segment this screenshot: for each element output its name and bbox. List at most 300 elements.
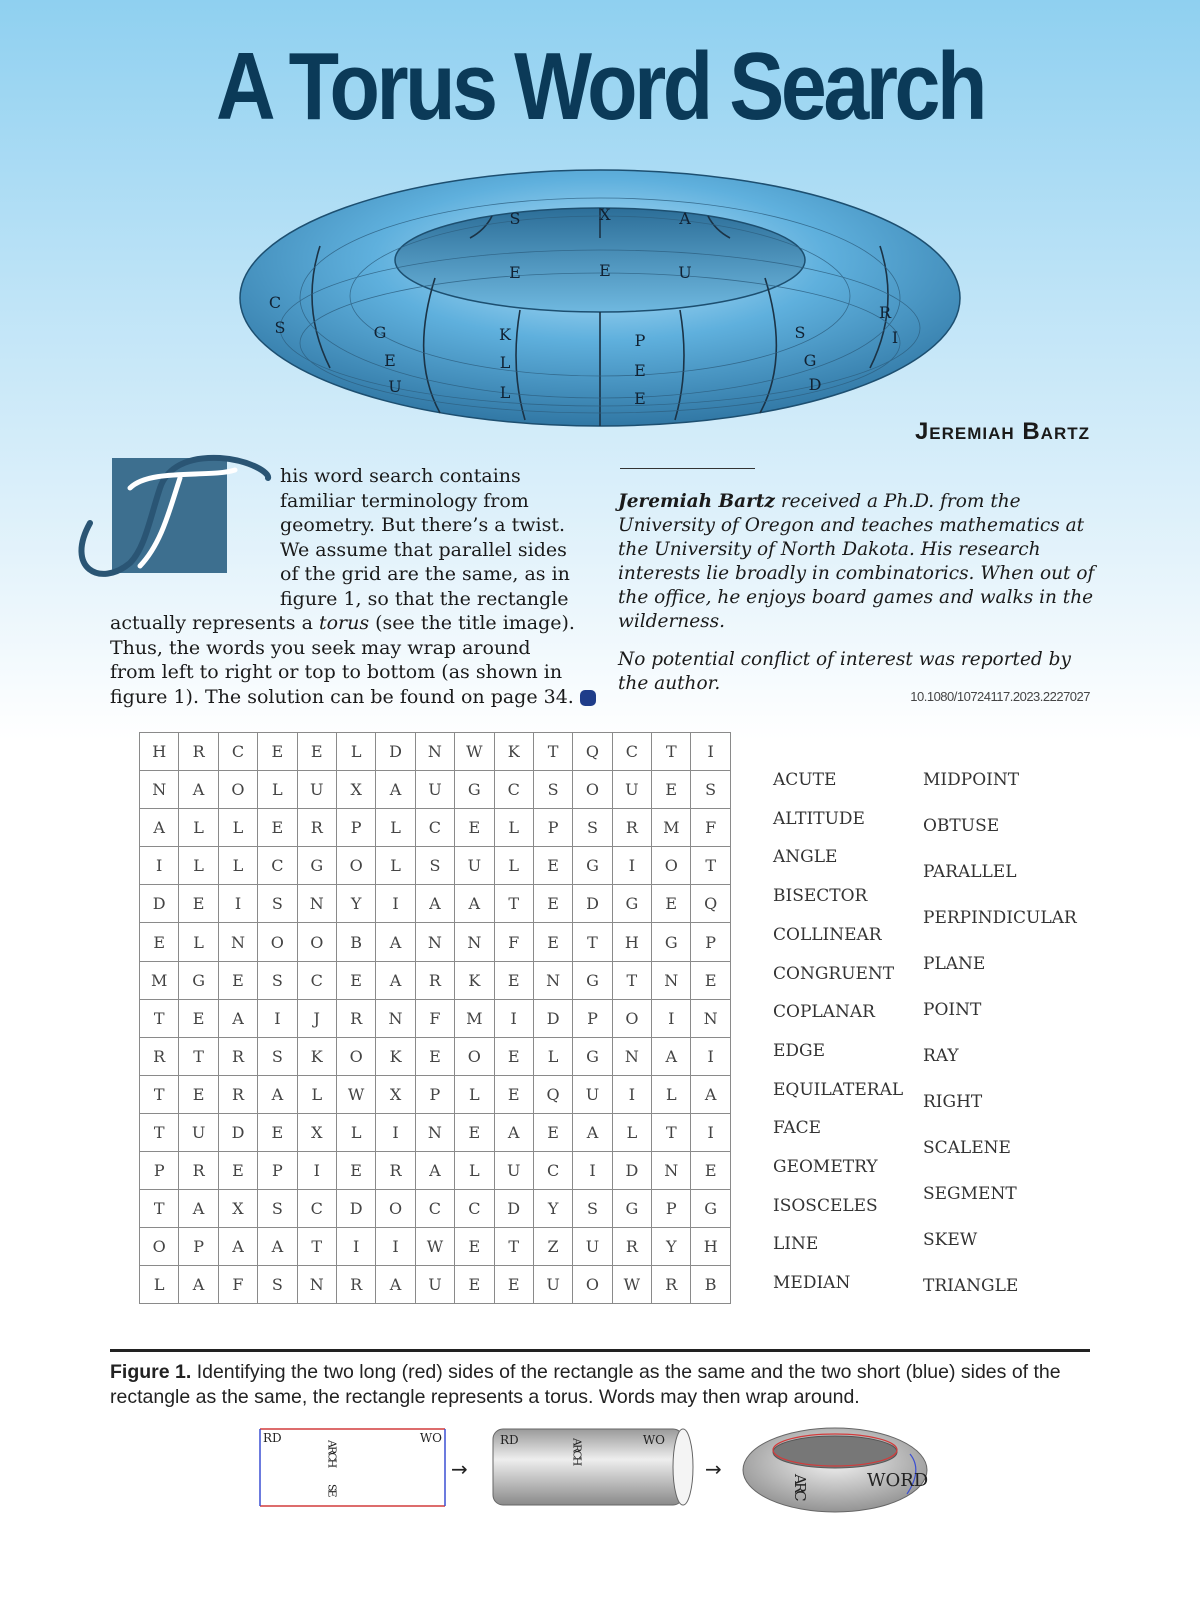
grid-cell: M xyxy=(652,809,691,847)
word-list-item: ISOSCELES xyxy=(773,1195,878,1216)
grid-cell: I xyxy=(218,885,257,923)
rect-right-text: WO xyxy=(419,1431,442,1445)
author-bio xyxy=(618,490,1098,710)
intro-paragraph xyxy=(110,464,580,709)
grid-cell: R xyxy=(612,809,651,847)
intro-line: his word search contains xyxy=(280,465,521,487)
grid-cell: S xyxy=(573,1190,612,1228)
grid-cell: P xyxy=(652,1190,691,1228)
grid-cell: A xyxy=(573,1113,612,1151)
svg-text:K: K xyxy=(499,325,511,344)
grid-cell: A xyxy=(415,1152,454,1190)
word-list-item: EQUILATERAL xyxy=(773,1079,904,1100)
grid-cell: E xyxy=(179,999,218,1037)
author-name: Jeremiah Bartz xyxy=(914,418,1090,445)
word-list-item: TRIANGLE xyxy=(923,1276,1019,1296)
svg-text:U: U xyxy=(678,263,692,282)
grid-cell: C xyxy=(415,809,454,847)
grid-cell: N xyxy=(415,733,454,771)
grid-cell: A xyxy=(376,771,415,809)
grid-cell: X xyxy=(376,1075,415,1113)
grid-cell: T xyxy=(140,999,179,1037)
grid-cell: G xyxy=(573,847,612,885)
grid-row xyxy=(140,1152,731,1190)
grid-cell: L xyxy=(140,1266,179,1304)
grid-cell: U xyxy=(494,1152,533,1190)
svg-text:P: P xyxy=(634,331,646,350)
grid-cell: E xyxy=(494,1266,533,1304)
grid-cell: P xyxy=(179,1228,218,1266)
grid-cell: S xyxy=(258,885,297,923)
end-mark-icon xyxy=(580,690,596,706)
grid-cell: A xyxy=(455,885,494,923)
torus-text-a: ARC xyxy=(791,1474,809,1499)
grid-row xyxy=(140,847,731,885)
grid-cell: E xyxy=(455,1266,494,1304)
grid-cell: A xyxy=(218,999,257,1037)
grid-cell: E xyxy=(140,923,179,961)
grid-cell: S xyxy=(258,961,297,999)
grid-cell: T xyxy=(494,885,533,923)
grid-cell: F xyxy=(218,1266,257,1304)
grid-cell: U xyxy=(533,1266,572,1304)
grid-cell: T xyxy=(573,923,612,961)
grid-row xyxy=(140,1113,731,1151)
grid-cell: G xyxy=(573,961,612,999)
grid-cell: Q xyxy=(533,1075,572,1113)
grid-cell: D xyxy=(494,1190,533,1228)
grid-cell: U xyxy=(415,771,454,809)
svg-text:S: S xyxy=(794,323,806,342)
grid-cell: A xyxy=(376,923,415,961)
grid-cell: T xyxy=(533,733,572,771)
grid-cell: N xyxy=(297,885,336,923)
grid-cell: E xyxy=(179,885,218,923)
grid-cell: E xyxy=(258,1113,297,1151)
grid-cell: N xyxy=(533,961,572,999)
grid-cell: N xyxy=(652,1152,691,1190)
svg-text:S: S xyxy=(509,209,521,228)
grid-cell: L xyxy=(376,809,415,847)
grid-cell: I xyxy=(376,1228,415,1266)
grid-cell: P xyxy=(258,1152,297,1190)
grid-cell: L xyxy=(494,809,533,847)
word-list-item: MIDPOINT xyxy=(923,770,1020,790)
grid-cell: C xyxy=(455,1190,494,1228)
grid-cell: R xyxy=(415,961,454,999)
grid-cell: P xyxy=(336,809,375,847)
grid-cell: L xyxy=(218,847,257,885)
grid-cell: A xyxy=(376,961,415,999)
grid-cell: O xyxy=(455,1037,494,1075)
grid-row xyxy=(140,885,731,923)
grid-cell: R xyxy=(336,1266,375,1304)
grid-cell: O xyxy=(297,923,336,961)
grid-cell: O xyxy=(336,1037,375,1075)
grid-cell: L xyxy=(179,809,218,847)
svg-text:I: I xyxy=(891,328,899,347)
grid-cell: O xyxy=(140,1228,179,1266)
grid-cell: C xyxy=(612,733,651,771)
grid-cell: A xyxy=(258,1228,297,1266)
grid-cell: M xyxy=(455,999,494,1037)
grid-cell: I xyxy=(376,885,415,923)
grid-cell: O xyxy=(612,999,651,1037)
grid-cell: J xyxy=(297,999,336,1037)
grid-cell: E xyxy=(455,809,494,847)
grid-cell: I xyxy=(258,999,297,1037)
intro-line: from left to right or top to bottom (as shown in xyxy=(110,661,563,683)
word-list-item: MEDIAN xyxy=(773,1273,851,1294)
grid-cell: E xyxy=(415,1037,454,1075)
grid-cell: R xyxy=(218,1075,257,1113)
grid-cell: E xyxy=(455,1228,494,1266)
word-list-item: BISECTOR xyxy=(773,886,868,907)
grid-cell: E xyxy=(691,961,730,999)
grid-cell: I xyxy=(297,1152,336,1190)
svg-text:E: E xyxy=(509,263,521,282)
arrow-icon: → xyxy=(451,1457,468,1481)
word-list-item: SEGMENT xyxy=(923,1184,1017,1204)
grid-cell: N xyxy=(691,999,730,1037)
cyl-mid-text: ARCH xyxy=(570,1438,584,1465)
grid-cell: Q xyxy=(691,885,730,923)
word-list-item: ACUTE xyxy=(773,770,837,790)
grid-cell: L xyxy=(652,1075,691,1113)
svg-text:G: G xyxy=(373,323,387,342)
grid-cell: N xyxy=(218,923,257,961)
grid-cell: E xyxy=(179,1075,218,1113)
grid-cell: A xyxy=(140,809,179,847)
grid-cell: O xyxy=(573,771,612,809)
word-list-item: POINT xyxy=(923,1000,982,1020)
svg-text:X: X xyxy=(599,205,611,224)
word-list-item: RIGHT xyxy=(923,1092,983,1112)
intro-line xyxy=(110,685,580,710)
grid-cell: S xyxy=(415,847,454,885)
grid-row xyxy=(140,1228,731,1266)
grid-cell: C xyxy=(415,1190,454,1228)
grid-cell: C xyxy=(494,771,533,809)
grid-cell: E xyxy=(258,733,297,771)
grid-cell: R xyxy=(179,733,218,771)
grid-cell: E xyxy=(533,923,572,961)
grid-cell: T xyxy=(297,1228,336,1266)
grid-cell: K xyxy=(494,733,533,771)
svg-text:L: L xyxy=(499,383,511,402)
grid-cell: P xyxy=(573,999,612,1037)
grid-cell: H xyxy=(140,733,179,771)
grid-cell: L xyxy=(218,809,257,847)
grid-cell: G xyxy=(455,771,494,809)
grid-cell: E xyxy=(218,961,257,999)
word-list-item: PERPINDICULAR xyxy=(923,908,1077,928)
word-list-item: EDGE xyxy=(773,1040,826,1061)
svg-text:E: E xyxy=(599,261,611,280)
grid-cell: N xyxy=(415,1113,454,1151)
word-list-item: SCALENE xyxy=(923,1138,1011,1158)
grid-cell: N xyxy=(612,1037,651,1075)
grid-cell: P xyxy=(533,809,572,847)
grid-cell: L xyxy=(533,1037,572,1075)
cyl-left-text: RD xyxy=(500,1433,519,1447)
grid-cell: E xyxy=(652,885,691,923)
grid-cell: T xyxy=(652,733,691,771)
grid-cell: B xyxy=(691,1266,730,1304)
word-list-item: PARALLEL xyxy=(923,862,1017,882)
grid-cell: E xyxy=(533,1113,572,1151)
word-search-grid xyxy=(139,732,731,1304)
grid-cell: F xyxy=(494,923,533,961)
grid-cell: R xyxy=(336,999,375,1037)
grid-cell: R xyxy=(218,1037,257,1075)
svg-text:G: G xyxy=(803,351,817,370)
grid-cell: L xyxy=(612,1113,651,1151)
grid-cell: D xyxy=(612,1152,651,1190)
grid-row xyxy=(140,961,731,999)
grid-cell: D xyxy=(218,1113,257,1151)
figure-1-diagram xyxy=(255,1424,955,1514)
grid-cell: X xyxy=(336,771,375,809)
grid-cell: U xyxy=(612,771,651,809)
grid-row xyxy=(140,1075,731,1113)
grid-cell: E xyxy=(336,961,375,999)
bio-paragraph xyxy=(618,490,1098,634)
grid-row xyxy=(140,733,731,771)
grid-cell: E xyxy=(494,1075,533,1113)
grid-cell: N xyxy=(376,999,415,1037)
grid-cell: G xyxy=(612,885,651,923)
rect-bottom-text: SE xyxy=(325,1484,339,1496)
grid-cell: U xyxy=(415,1266,454,1304)
grid-cell: U xyxy=(573,1075,612,1113)
article-title: A Torus Word Search xyxy=(215,33,985,140)
grid-cell: Q xyxy=(573,733,612,771)
caption-label: Figure 1. xyxy=(110,1361,192,1383)
grid-cell: G xyxy=(612,1190,651,1228)
grid-cell: E xyxy=(533,847,572,885)
intro-line: We assume that parallel sides xyxy=(280,538,567,561)
grid-cell: U xyxy=(455,847,494,885)
grid-cell: O xyxy=(258,923,297,961)
svg-text:E: E xyxy=(384,351,396,370)
word-list-item: COPLANAR xyxy=(773,1002,875,1023)
svg-text:E: E xyxy=(634,389,646,408)
grid-cell: C xyxy=(297,961,336,999)
grid-cell: I xyxy=(494,999,533,1037)
grid-cell: U xyxy=(573,1228,612,1266)
grid-cell: A xyxy=(258,1075,297,1113)
svg-text:L: L xyxy=(499,353,511,372)
rect-left-text: RD xyxy=(263,1431,282,1445)
grid-cell: D xyxy=(573,885,612,923)
intro-text: actually represents a xyxy=(110,612,319,634)
word-list-item: GEOMETRY xyxy=(773,1157,878,1177)
grid-cell: C xyxy=(297,1190,336,1228)
grid-cell: D xyxy=(336,1190,375,1228)
grid-cell: S xyxy=(258,1266,297,1304)
grid-cell: O xyxy=(652,847,691,885)
grid-cell: Y xyxy=(533,1190,572,1228)
grid-cell: R xyxy=(612,1228,651,1266)
word-list-item: RAY xyxy=(923,1046,959,1066)
grid-row xyxy=(140,1266,731,1304)
grid-cell: C xyxy=(258,847,297,885)
grid-cell: A xyxy=(218,1228,257,1266)
grid-cell: A xyxy=(494,1113,533,1151)
svg-text:U: U xyxy=(388,377,402,396)
grid-cell: A xyxy=(691,1075,730,1113)
grid-cell: S xyxy=(533,771,572,809)
svg-text:R: R xyxy=(878,303,892,322)
grid-cell: F xyxy=(691,809,730,847)
grid-cell: W xyxy=(415,1228,454,1266)
grid-row xyxy=(140,923,731,961)
grid-cell: O xyxy=(218,771,257,809)
bio-text: received a Ph.D. from the University of Oregon and teaches mathematics at the University of North Dakota. His research interests lie broadly in combinatorics. When out of the office, he enjoys board games and walks in the wilderness. xyxy=(618,491,1095,632)
svg-text:C: C xyxy=(268,293,282,312)
grid-cell: N xyxy=(140,771,179,809)
grid-cell: L xyxy=(455,1075,494,1113)
svg-text:A: A xyxy=(679,209,691,228)
grid-cell: T xyxy=(140,1075,179,1113)
grid-cell: A xyxy=(376,1266,415,1304)
grid-cell: A xyxy=(179,1190,218,1228)
grid-cell: U xyxy=(179,1113,218,1151)
doi: 10.1080/10724117.2023.2227027 xyxy=(910,689,1090,704)
caption-text: Identifying the two long (red) sides of the rectangle as the same and the two short (blue) sides of the rectangle as the same, the rectangle represents a torus. Words may then wrap around. xyxy=(110,1361,1061,1408)
grid-cell: S xyxy=(258,1037,297,1075)
grid-cell: R xyxy=(179,1152,218,1190)
grid-cell: F xyxy=(415,999,454,1037)
intro-line: geometry. But there’s a twist. xyxy=(280,514,566,536)
grid-cell: I xyxy=(140,847,179,885)
grid-cell: E xyxy=(494,961,533,999)
intro-line: Thus, the words you seek may wrap around xyxy=(110,636,531,659)
grid-cell: L xyxy=(258,771,297,809)
grid-cell: G xyxy=(652,923,691,961)
grid-cell: X xyxy=(297,1113,336,1151)
intro-line: familiar terminology from xyxy=(280,489,529,512)
grid-cell: D xyxy=(376,733,415,771)
grid-cell: I xyxy=(336,1228,375,1266)
grid-cell: K xyxy=(376,1037,415,1075)
grid-cell: L xyxy=(336,733,375,771)
word-list-item: FACE xyxy=(773,1118,822,1139)
grid-cell: T xyxy=(179,1037,218,1075)
arrow-icon: → xyxy=(705,1457,722,1481)
grid-cell: R xyxy=(376,1152,415,1190)
grid-cell: L xyxy=(179,923,218,961)
grid-cell: E xyxy=(336,1152,375,1190)
torus-text-b: WORD xyxy=(867,1470,929,1491)
cyl-right-text: WO xyxy=(642,1433,665,1447)
grid-cell: R xyxy=(140,1037,179,1075)
grid-cell: H xyxy=(691,1228,730,1266)
grid-cell: G xyxy=(691,1190,730,1228)
grid-cell: N xyxy=(415,923,454,961)
grid-cell: K xyxy=(455,961,494,999)
grid-cell: K xyxy=(297,1037,336,1075)
grid-cell: R xyxy=(652,1266,691,1304)
grid-cell: I xyxy=(612,1075,651,1113)
svg-text:E: E xyxy=(634,361,646,380)
grid-cell: E xyxy=(258,809,297,847)
grid-cell: I xyxy=(652,999,691,1037)
word-list-item: LINE xyxy=(773,1234,819,1255)
grid-cell: L xyxy=(179,847,218,885)
grid-cell: G xyxy=(179,961,218,999)
grid-cell: W xyxy=(336,1075,375,1113)
grid-cell: O xyxy=(376,1190,415,1228)
intro-text: figure 1). The solution can be found on page 34. xyxy=(110,685,574,708)
grid-cell: E xyxy=(533,885,572,923)
grid-cell: T xyxy=(691,847,730,885)
intro-line xyxy=(110,611,580,636)
grid-cell: T xyxy=(494,1228,533,1266)
grid-cell: L xyxy=(297,1075,336,1113)
grid-cell: E xyxy=(494,1037,533,1075)
grid-row xyxy=(140,999,731,1037)
grid-cell: P xyxy=(691,923,730,961)
svg-text:D: D xyxy=(808,375,822,394)
grid-cell: P xyxy=(415,1075,454,1113)
bio-name: Jeremiah Bartz xyxy=(618,491,775,512)
grid-cell: P xyxy=(140,1152,179,1190)
grid-cell: M xyxy=(140,961,179,999)
grid-cell: L xyxy=(455,1152,494,1190)
grid-cell: W xyxy=(455,733,494,771)
grid-cell: Y xyxy=(336,885,375,923)
grid-cell: Y xyxy=(652,1228,691,1266)
grid-cell: N xyxy=(455,923,494,961)
word-list-item: CONGRUENT xyxy=(773,963,895,984)
intro-line: figure 1, so that the rectangle xyxy=(280,587,569,610)
grid-cell: I xyxy=(612,847,651,885)
svg-text:S: S xyxy=(274,318,286,337)
grid-cell: H xyxy=(612,923,651,961)
intro-emphasis: torus xyxy=(318,612,370,634)
grid-cell: N xyxy=(652,961,691,999)
torus-illustration xyxy=(230,168,970,453)
grid-cell: N xyxy=(297,1266,336,1304)
grid-cell: Z xyxy=(533,1228,572,1266)
grid-cell: E xyxy=(297,733,336,771)
grid-cell: U xyxy=(297,771,336,809)
bio-divider xyxy=(620,468,755,469)
grid-cell: R xyxy=(297,809,336,847)
grid-row xyxy=(140,809,731,847)
grid-cell: C xyxy=(218,733,257,771)
grid-cell: E xyxy=(691,1152,730,1190)
grid-cell: C xyxy=(533,1152,572,1190)
grid-row xyxy=(140,1190,731,1228)
word-list-item: PLANE xyxy=(923,954,986,974)
grid-cell: S xyxy=(691,771,730,809)
word-list-item: OBTUSE xyxy=(923,816,1000,836)
grid-cell: G xyxy=(573,1037,612,1075)
grid-cell: E xyxy=(218,1152,257,1190)
grid-cell: T xyxy=(140,1190,179,1228)
figure-divider xyxy=(110,1349,1090,1352)
grid-cell: I xyxy=(573,1152,612,1190)
rect-top-text: ARCH xyxy=(325,1440,339,1467)
word-list-item: ANGLE xyxy=(773,847,838,868)
grid-cell: W xyxy=(612,1266,651,1304)
grid-cell: L xyxy=(336,1113,375,1151)
grid-cell: I xyxy=(691,733,730,771)
grid-cell: I xyxy=(376,1113,415,1151)
